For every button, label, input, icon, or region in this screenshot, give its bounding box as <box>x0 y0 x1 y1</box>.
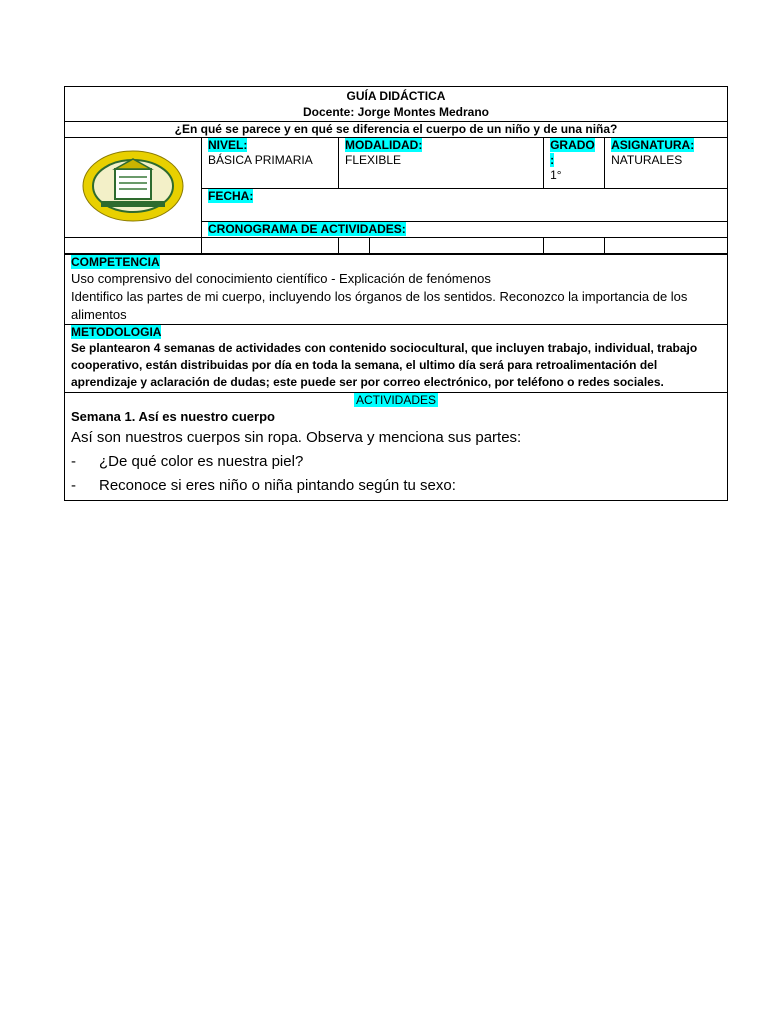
actividades-label: ACTIVIDADES <box>355 392 436 407</box>
semana-title: Semana 1. Así es nuestro cuerpo <box>71 408 275 424</box>
modalidad-cell <box>339 138 544 188</box>
logo-cell <box>65 138 202 237</box>
bullet-dash: - <box>71 476 76 494</box>
cronograma-cell-5 <box>544 237 605 253</box>
nivel-cell <box>202 138 339 188</box>
grado-label: GRADO <box>550 138 595 152</box>
competencia-section <box>65 255 727 325</box>
cronograma-label: CRONOGRAMA DE ACTIVIDADES: <box>208 221 406 236</box>
asignatura-cell <box>605 138 727 188</box>
modalidad-value: FLEXIBLE <box>345 153 402 167</box>
asignatura-value: NATURALES <box>611 153 683 167</box>
grado-cell <box>544 138 605 188</box>
cronograma-cell-2 <box>202 237 339 253</box>
cronograma-cell <box>202 221 728 237</box>
bullet-text: ¿De qué color es nuestra piel? <box>99 452 304 470</box>
metodologia-text: Se plantearon 4 semanas de actividades con contenido sociocultural, que incluyen trabajo, individual, trabajo cooperativo, están distribuidas por día en toda la semana, el ultimo día será para retroalimentación del aprendizaje y aclaración de dudas; este puede ser por correo electrónico, por teléfono o redes sociales. <box>71 340 698 389</box>
fecha-label: FECHA: <box>208 188 254 203</box>
actividades-section <box>65 393 727 500</box>
metodologia-section <box>65 325 727 393</box>
grado-value: 1° <box>550 168 562 182</box>
bullet-item <box>65 450 727 474</box>
asignatura-label: ASIGNATURA: <box>611 138 695 152</box>
grado-colon: : <box>550 153 555 167</box>
competencia-label: COMPETENCIA <box>71 254 160 269</box>
school-logo <box>81 149 185 223</box>
cronograma-cell-3 <box>339 237 370 253</box>
guiding-question-row <box>65 122 727 138</box>
competencia-line-1: Uso comprensivo del conocimiento científico - Explicación de fenómenos <box>71 270 491 286</box>
bullet-text: Reconoce si eres niño o niña pintando según tu sexo: <box>99 476 456 494</box>
modalidad-label: MODALIDAD: <box>345 138 423 152</box>
document-title: GUÍA DIDÁCTICA <box>346 89 446 103</box>
cronograma-grid-row <box>65 237 727 253</box>
cronograma-cell-6 <box>605 237 727 253</box>
metodologia-label: METODOLOGIA <box>71 324 162 339</box>
bullet-item <box>65 474 727 498</box>
semana-intro: Así son nuestros cuerpos sin ropa. Observa y menciona sus partes: <box>71 428 522 446</box>
guiding-question: ¿En qué se parece y en qué se diferencia el cuerpo de un niño y de una niña? <box>174 122 618 136</box>
meta-section <box>65 138 727 255</box>
competencia-line-2: Identifico las partes de mi cuerpo, incluyendo los órganos de los sentidos. Reconozco la importancia de los alimentos <box>71 288 688 322</box>
nivel-label: NIVEL: <box>208 138 248 152</box>
cronograma-cell-1 <box>65 237 202 253</box>
teacher-name: Docente: Jorge Montes Medrano <box>302 105 490 119</box>
document-header <box>65 87 727 122</box>
nivel-value: BÁSICA PRIMARIA <box>208 153 313 167</box>
cronograma-cell-4 <box>370 237 544 253</box>
fecha-cell <box>202 188 728 221</box>
guia-didactica-document <box>64 86 728 501</box>
bullet-dash: - <box>71 452 76 470</box>
meta-table <box>65 138 727 254</box>
